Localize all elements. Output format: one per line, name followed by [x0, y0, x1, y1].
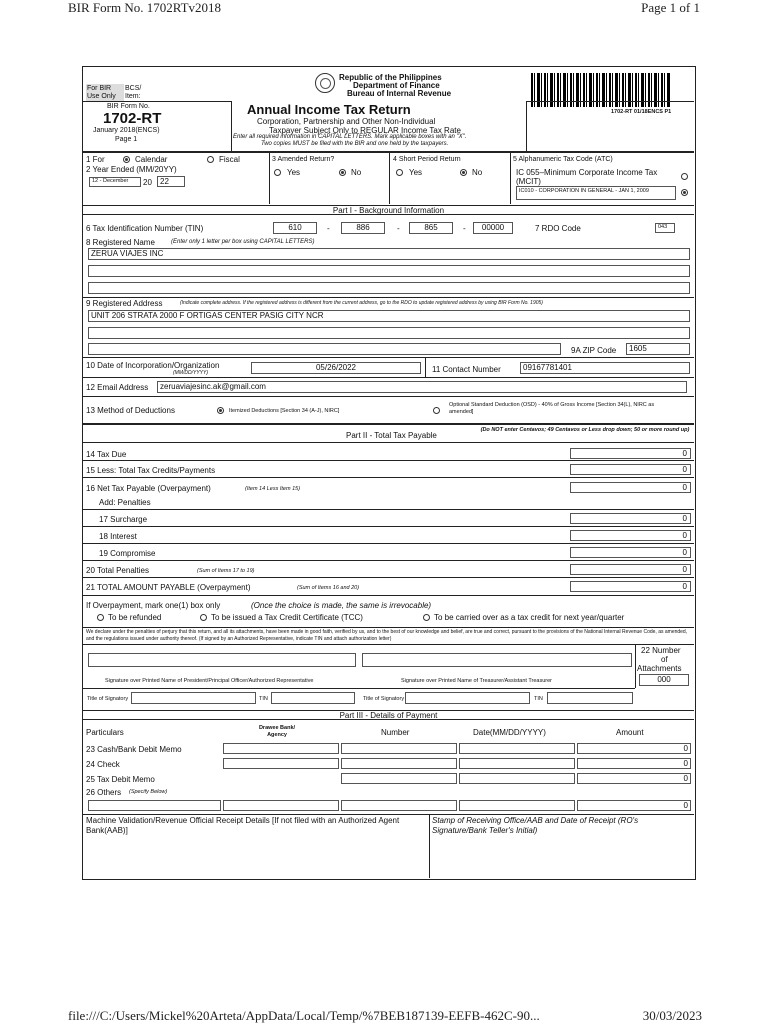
tin-2-label: TIN [534, 696, 543, 702]
short-yes-label: Yes [409, 168, 423, 177]
part3-title: Part III - Details of Payment [339, 711, 438, 720]
print-header-left: BIR Form No. 1702RTv2018 [68, 0, 222, 15]
item19-amount[interactable]: 0 [570, 547, 691, 558]
item15-amount[interactable]: 0 [570, 464, 691, 475]
item5-label: 5 Alphanumeric Tax Code (ATC) [513, 156, 613, 163]
email-field[interactable]: zeruaviajesinc.ak@gmail.com [157, 381, 687, 393]
item2-label: 2 Year Ended (MM/20YY) [86, 165, 177, 174]
rdo-label: 7 RDO Code [535, 224, 581, 233]
address-label: 9 Registered Address [86, 299, 163, 308]
part2-note: (Do NOT enter Centavos; 49 Centavos or Less drop down; 50 or more round up) [480, 427, 690, 433]
item17-label: 17 Surcharge [99, 515, 148, 524]
refund-label: To be refunded [108, 613, 162, 622]
registered-address-field[interactable]: UNIT 206 STRATA 2000 F ORTIGAS CENTER PASIG CITY NCR [88, 310, 690, 322]
bureau-label: Bureau of Internal Revenue [347, 89, 452, 98]
fiscal-label: Fiscal [219, 155, 240, 164]
item21-amount[interactable]: 0 [570, 581, 691, 592]
item16-amount[interactable]: 0 [570, 482, 691, 493]
registered-name-line-2[interactable] [88, 265, 690, 277]
part2-title: Part II - Total Tax Payable [346, 431, 437, 440]
name-label: 8 Registered Name [86, 238, 155, 247]
tcc-label: To be issued a Tax Credit Certificate (TCC) [211, 613, 363, 622]
item26-bank-field[interactable] [223, 800, 339, 811]
itemized-label: Itemized Deductions [Section 34 (A-J), NIRC] [229, 408, 340, 414]
bir-form-1702rt [82, 66, 696, 880]
item3-label: 3 Amended Return? [272, 156, 335, 163]
col-number: Number [381, 728, 410, 737]
item15-label: 15 Less: Total Tax Credits/Payments [86, 466, 216, 475]
incorporation-hint: (MM/DD/YYYY) [173, 370, 208, 376]
item-label: Item: [125, 93, 141, 100]
tin-label: 6 Tax Identification Number (TIN) [86, 224, 204, 233]
item23-number-field[interactable] [341, 743, 457, 754]
form-edition: January 2018(ENCS) [93, 127, 160, 134]
item14-amount[interactable]: 0 [570, 448, 691, 459]
print-header-right: Page 1 of 1 [641, 0, 700, 15]
fiscal-radio[interactable] [207, 156, 214, 163]
department-label: Department of Finance [353, 81, 440, 90]
attachments-label-1: 22 Number [641, 646, 681, 655]
short-no-radio[interactable] [460, 169, 467, 176]
year-field[interactable]: 22 [157, 176, 185, 187]
month-field[interactable]: 12 - December [89, 177, 141, 187]
atc-mcit-label: IC 055–Minimum Corporate Income Tax (MCIT) [516, 168, 658, 186]
col-particulars: Particulars [86, 728, 124, 737]
refund-radio[interactable] [97, 614, 104, 621]
attachments-label-2: of [661, 655, 668, 664]
registered-name-line-3[interactable] [88, 282, 690, 294]
contact-label: 11 Contact Number [432, 365, 501, 374]
incorporation-date-field[interactable]: 05/26/2022 [251, 362, 421, 374]
amended-yes-radio[interactable] [274, 169, 281, 176]
part1-title: Part I - Background Information [332, 206, 445, 215]
short-no-label: No [472, 168, 483, 177]
item20-label: 20 Total Penalties [86, 566, 150, 575]
item14-label: 14 Tax Due [86, 450, 127, 459]
print-footer-path: file:///C:/Users/Mickel%20Arteta/AppData/Local/Temp/%7BEB187139-EEFB-462C-90... [68, 1008, 540, 1023]
year-prefix: 20 [143, 178, 152, 187]
registered-name-field[interactable]: ZERUA VIAJES INC [88, 248, 690, 260]
attachments-field[interactable]: 000 [639, 674, 689, 686]
item26-label: 26 Others [86, 788, 122, 797]
carry-over-label: To be carried over as a tax credit for next year/quarter [434, 613, 625, 622]
president-signature-caption: Signature over Printed Name of President/Principal Officer/Authorized Representative [105, 678, 314, 684]
zip-label: 9A ZIP Code [571, 346, 617, 355]
item23-bank-field[interactable] [223, 743, 339, 754]
rdo-field[interactable]: 043 [655, 223, 675, 233]
item26-number-field[interactable] [341, 800, 457, 811]
declaration-text: We declare under the penalties of perjury that this return, and all its attachments, have been made in good faith, verified by us, and to the best of our knowledge and belief, are true and correct, pursuant to the provisions of the National Internal Revenue Code, as amended, and the regulations issued under authority thereof. (If signed by an Authorized Representative, indicate TIN and attach authorization letter) [86, 629, 688, 642]
overpayment-note: (Once the choice is made, the same is irrevocable) [251, 601, 432, 610]
item19-label: 19 Compromise [99, 549, 156, 558]
stamp-label: Stamp of Receiving Office/AAB and Date of Receipt (RO's Signature/Bank Teller's Initial) [432, 816, 639, 835]
item20-hint: (Sum of Items 17 to 19) [197, 568, 255, 574]
contact-field[interactable]: 09167781401 [520, 362, 690, 374]
title-signatory-1-label: Title of Signatory [87, 696, 129, 702]
atc-corporation-field[interactable]: IC010 - CORPORATION IN GENERAL - JAN 1, 2009 [516, 186, 676, 200]
tin-dash-1: - [327, 224, 330, 233]
machine-validation-label: Machine Validation/Revenue Official Receipt Details [If not filed with an Authorized Agent Bank(AAB)] [86, 816, 400, 835]
tcc-radio[interactable] [200, 614, 207, 621]
item16-label: 16 Net Tax Payable (Overpayment) [86, 484, 211, 493]
item20-amount[interactable]: 0 [570, 564, 691, 575]
col-drawee-bank: Drawee Bank/ Agency [258, 725, 296, 738]
item21-hint: (Sum of Items 16 and 20) [297, 585, 360, 591]
tin-1-label: TIN [259, 696, 268, 702]
tin-part-3[interactable]: 865 [409, 222, 453, 234]
treasurer-signature-caption: Signature over Printed Name of Treasurer/Assistant Treasurer [401, 678, 553, 684]
item18-label: 18 Interest [99, 532, 137, 541]
page-label: Page 1 [115, 136, 138, 143]
tin-branch[interactable]: 00000 [473, 222, 513, 234]
item17-amount[interactable]: 0 [570, 513, 691, 524]
instruction-2: Two copies MUST be filed with the BIR and one held by the taxpayers. [261, 141, 449, 147]
calendar-label: Calendar [135, 155, 168, 164]
tin-dash-3: - [463, 224, 466, 233]
address-line-2[interactable] [88, 327, 690, 339]
item24-bank-field[interactable] [223, 758, 339, 769]
item21-label: 21 TOTAL AMOUNT PAYABLE (Overpayment) [86, 583, 251, 592]
item25-number-field[interactable] [341, 773, 457, 784]
zip-field[interactable]: 1605 [626, 343, 690, 355]
amended-no-radio[interactable] [339, 169, 346, 176]
attachments-label-3: Attachments [637, 664, 682, 673]
col-amount: Amount [616, 728, 644, 737]
form-subtitle-1: Corporation, Partnership and Other Non-Individual [257, 117, 436, 126]
add-penalties-label: Add: Penalties [99, 498, 151, 507]
item26-amount-field[interactable]: 0 [577, 800, 691, 811]
item18-amount[interactable]: 0 [570, 530, 691, 541]
address-hint: (Indicate complete address. If the registered address is different from the current address, go to the RDO to update registered address by using BIR Form No. 1905) [180, 300, 543, 306]
bir-seal-icon [315, 73, 335, 93]
osd-radio[interactable] [433, 407, 440, 414]
tin-dash-2: - [397, 224, 400, 233]
item26-specify-field[interactable] [88, 800, 221, 811]
item16-hint: (Item 14 Less Item 15) [245, 486, 301, 492]
item25-amount-field[interactable]: 0 [577, 773, 691, 784]
president-signature-field[interactable] [88, 653, 356, 667]
republic-label: Republic of the Philippines [339, 73, 442, 82]
address-line-3[interactable] [88, 343, 561, 355]
item25-date-field[interactable] [459, 773, 575, 784]
tin-part-2[interactable]: 886 [341, 222, 385, 234]
for-bir-label: For BIR [87, 85, 112, 92]
incorporation-label: 10 Date of Incorporation/Organization [86, 361, 220, 370]
item26-hint: (Specify Below) [129, 789, 168, 795]
item23-amount-field[interactable]: 0 [577, 743, 691, 754]
item23-label: 23 Cash/Bank Debit Memo [86, 745, 182, 754]
form-title: Annual Income Tax Return [247, 102, 411, 117]
title-signatory-2-field[interactable] [405, 692, 530, 704]
col-date: Date(MM/DD/YYYY) [473, 728, 546, 737]
email-label: 12 Email Address [86, 383, 149, 392]
item24-amount-field[interactable]: 0 [577, 758, 691, 769]
form-subtitle-2: Taxpayer Subject Only to REGULAR Income Tax Rate [269, 126, 461, 135]
instruction-1: Enter all required information in CAPITAL LETTERS. Mark applicable boxes with an "X". [233, 134, 467, 140]
atc-mcit-radio[interactable] [681, 173, 688, 180]
amended-no-label: No [351, 168, 362, 177]
bcs-label: BCS/ [125, 85, 142, 92]
calendar-radio[interactable] [123, 156, 130, 163]
tin-1-field[interactable] [271, 692, 355, 704]
atc-corporation-radio[interactable] [681, 189, 688, 196]
itemized-radio[interactable] [217, 407, 224, 414]
form-number: 1702-RT [103, 110, 162, 127]
item24-date-field[interactable] [459, 758, 575, 769]
print-footer-date: 30/03/2023 [642, 1008, 702, 1023]
item24-label: 24 Check [86, 760, 120, 769]
barcode-caption: 1702-RT 01/18ENCS P1 [611, 109, 672, 115]
item4-label: 4 Short Period Return [393, 156, 461, 163]
amended-yes-label: Yes [287, 168, 301, 177]
osd-label: Optional Standard Deduction (OSD) - 40% of Gross Income [Section 34(L), NIRC as amended] [449, 402, 655, 415]
item1-label: 1 For [86, 155, 105, 164]
title-signatory-1-field[interactable] [131, 692, 256, 704]
item23-date-field[interactable] [459, 743, 575, 754]
title-signatory-2-label: Title of Signatory [363, 696, 405, 702]
treasurer-signature-field[interactable] [362, 653, 632, 667]
carry-over-radio[interactable] [423, 614, 430, 621]
short-yes-radio[interactable] [396, 169, 403, 176]
name-hint: (Enter only 1 letter per box using CAPITAL LETTERS) [171, 239, 315, 245]
use-only-label: Use Only [87, 93, 116, 100]
form-no-label: BIR Form No. [107, 103, 150, 110]
tin-part-1[interactable]: 610 [273, 222, 317, 234]
item26-date-field[interactable] [459, 800, 575, 811]
item25-label: 25 Tax Debit Memo [86, 775, 155, 784]
item24-number-field[interactable] [341, 758, 457, 769]
tin-2-field[interactable] [547, 692, 633, 704]
method-label: 13 Method of Deductions [86, 406, 175, 415]
overpayment-label: If Overpayment, mark one(1) box only [86, 601, 221, 610]
